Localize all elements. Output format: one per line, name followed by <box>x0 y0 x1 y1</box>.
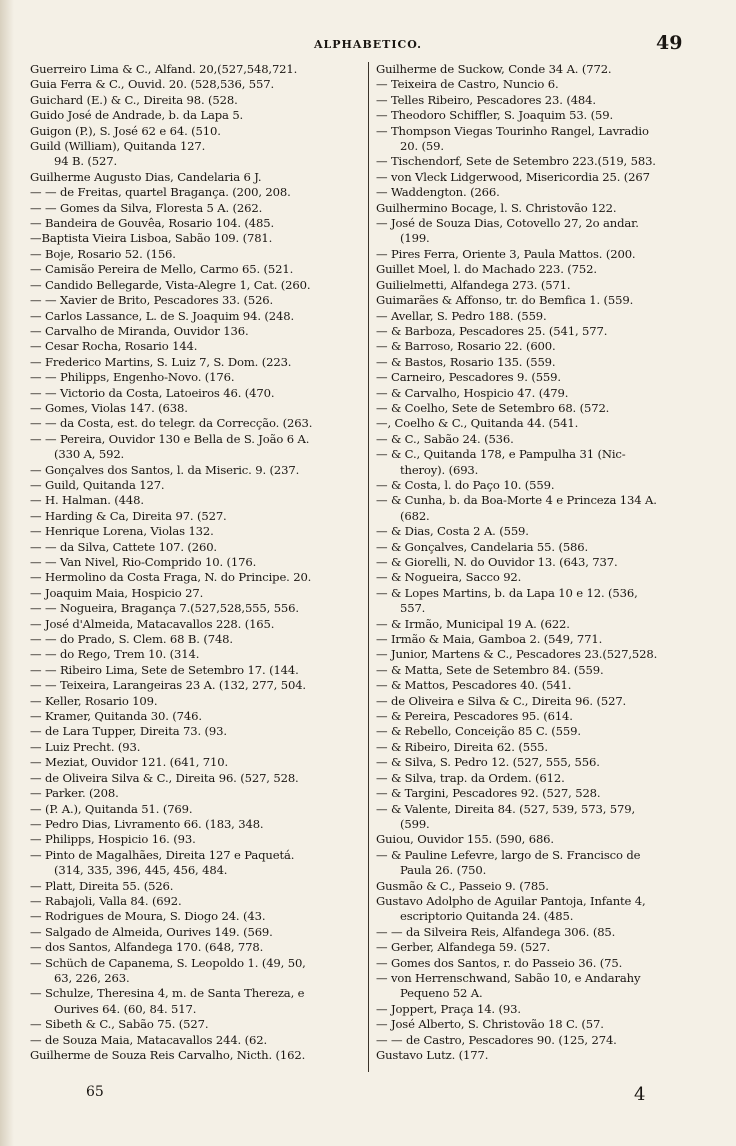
directory-entry: — de Oliveira Silva & C., Direita 96. (527, 528. <box>30 770 299 785</box>
directory-entry: Guilielmetti, Alfandega 273. (571. <box>376 277 571 292</box>
footer-signature-left: 65 <box>86 1084 104 1100</box>
directory-entry: — — do Prado, S. Clem. 68 B. (748. <box>30 632 233 647</box>
page-header-title: ALPHABETICO. <box>313 38 422 51</box>
directory-entry-continuation: 63, 226, 263. <box>54 970 130 985</box>
directory-entry: — Sibeth & C., Sabão 75. (527. <box>30 1017 209 1032</box>
directory-entry: — & C., Quitanda 178, e Pampulha 31 (Nic- <box>376 447 626 462</box>
directory-entry: — — da Silva, Cattete 107. (260. <box>30 539 217 554</box>
directory-entry: — Irmão & Maia, Gamboa 2. (549, 771. <box>376 632 603 647</box>
directory-entry: — & Lopes Martins, b. da Lapa 10 e 12. (536, <box>376 585 638 600</box>
directory-entry: — — Teixeira, Larangeiras 23 A. (132, 277, 504. <box>30 678 306 693</box>
directory-entry: — & Carvalho, Hospicio 47. (479. <box>376 385 569 400</box>
directory-entry: — Carvalho de Miranda, Ouvidor 136. <box>30 323 249 338</box>
directory-entry: — de Lara Tupper, Direita 73. (93. <box>30 724 227 739</box>
directory-entry: — — Nogueira, Bragança 7.(527,528,555, 556. <box>30 601 299 616</box>
directory-entry-continuation: 557. <box>400 601 426 616</box>
directory-entry: — Theodoro Schiffler, S. Joaquim 53. (59. <box>376 108 613 123</box>
directory-entry: Guichard (E.) & C., Direita 98. (528. <box>30 92 238 107</box>
directory-entry: — Boje, Rosario 52. (156. <box>30 246 176 261</box>
directory-entry: — & Ribeiro, Direita 62. (555. <box>376 739 548 754</box>
directory-entry: — Gomes dos Santos, r. do Passeio 36. (75. <box>376 955 623 970</box>
directory-entry: — Rabajoli, Valla 84. (692. <box>30 893 182 908</box>
directory-entry: — Thompson Viegas Tourinho Rangel, Lavradio <box>376 123 649 138</box>
column-divider <box>368 62 369 1072</box>
left-column <box>30 62 368 1063</box>
directory-entry: —Baptista Vieira Lisboa, Sabão 109. (781. <box>30 231 273 246</box>
directory-entry: — von Herrenschwand, Sabão 10, e Andarahy <box>376 970 641 985</box>
directory-entry: — José Alberto, S. Christovão 18 C. (57. <box>376 1017 604 1032</box>
directory-entry: Guimarães & Affonso, tr. do Bemfica 1. (559. <box>376 293 634 308</box>
directory-entry: — Guild, Quitanda 127. <box>30 477 165 492</box>
directory-entry: —, Coelho & C., Quitanda 44. (541. <box>376 416 579 431</box>
directory-entry: — — Xavier de Brito, Pescadores 33. (526. <box>30 293 274 308</box>
directory-entry: — Schüch de Capanema, S. Leopoldo 1. (49, 50, <box>30 955 306 970</box>
directory-entry: Gusmão & C., Passeio 9. (785. <box>376 878 549 893</box>
directory-entry: — & Rebello, Conceição 85 C. (559. <box>376 724 581 739</box>
directory-entry: Guerreiro Lima & C., Alfand. 20,(527,548,721. <box>30 62 298 76</box>
directory-entry: — — Victorio da Costa, Latoeiros 46. (470. <box>30 385 275 400</box>
directory-entry: Guia Ferra & C., Ouvid. 20. (528,536, 557. <box>30 77 275 92</box>
directory-entry: — — Pereira, Ouvidor 130 e Bella de S. João 6 A. <box>30 431 310 446</box>
directory-entry: — Gonçalves dos Santos, l. da Miseric. 9. (237. <box>30 462 300 477</box>
directory-entry: — & Targini, Pescadores 92. (527, 528. <box>376 786 601 801</box>
directory-entry: Gustavo Lutz. (177. <box>376 1048 489 1062</box>
directory-entry-continuation: (682. <box>400 508 430 523</box>
directory-entry: — & Valente, Direita 84. (527, 539, 573, 579, <box>376 801 636 816</box>
directory-entry: — Keller, Rosario 109. <box>30 693 158 708</box>
directory-entry: — Waddengton. (266. <box>376 185 500 200</box>
directory-entry: — Pinto de Magalhães, Direita 127 e Paquetá. <box>30 847 295 862</box>
directory-entry: — — Ribeiro Lima, Sete de Setembro 17. (144. <box>30 662 299 677</box>
directory-entry: Guiou, Ouvidor 155. (590, 686. <box>376 832 554 847</box>
directory-entry: — von Vleck Lidgerwood, Misericordia 25. (267 <box>376 169 650 184</box>
directory-entry: — Hermolino da Costa Fraga, N. do Principe. 20. <box>30 570 312 585</box>
directory-entry: — Pedro Dias, Livramento 66. (183, 348. <box>30 816 264 831</box>
directory-entry: — — Van Nivel, Rio-Comprido 10. (176. <box>30 555 257 569</box>
directory-entry: — — da Costa, est. do telegr. da Correcção. (263. <box>30 416 313 431</box>
binding-edge <box>0 0 14 1146</box>
directory-entry: — & Pauline Lefevre, largo de S. Francisco de <box>376 847 641 862</box>
directory-entry: — (P. A.), Quitanda 51. (769. <box>30 801 193 816</box>
directory-entry: Guilherme Augusto Dias, Candelaria 6 J. <box>30 169 262 184</box>
directory-entry: — & Barboza, Pescadores 25. (541, 577. <box>376 323 608 338</box>
directory-entry: — & Silva, trap. da Ordem. (612. <box>376 770 565 785</box>
directory-entry: — Junior, Martens & C., Pescadores 23.(527,528. <box>376 647 658 662</box>
directory-entry: — Pires Ferra, Oriente 3, Paula Mattos. (200. <box>376 246 636 261</box>
directory-entry-continuation: (199. <box>400 231 430 246</box>
directory-entry: — — de Freitas, quartel Bragança. (200, 208. <box>30 185 291 200</box>
directory-entry-continuation: escriptorio Quitanda 24. (485. <box>400 909 574 924</box>
directory-entry: — Platt, Direita 55. (526. <box>30 878 174 893</box>
directory-entry: — Joaquim Maia, Hospicio 27. <box>30 585 204 600</box>
directory-entry: — Rodrigues de Moura, S. Diogo 24. (43. <box>30 909 266 924</box>
directory-entry-continuation: 94 B. (527. <box>54 154 118 169</box>
directory-entry: Guild (William), Quitanda 127. <box>30 139 206 154</box>
directory-entry-continuation: (330 A, 592. <box>54 447 125 462</box>
directory-entry: — & Silva, S. Pedro 12. (527, 555, 556. <box>376 755 600 770</box>
directory-entry: — Tischendorf, Sete de Setembro 223.(519, 583. <box>376 154 656 169</box>
directory-entry: — — Gomes da Silva, Floresta 5 A. (262. <box>30 200 263 215</box>
directory-entry: — & Coelho, Sete de Setembro 68. (572. <box>376 400 610 415</box>
directory-entry: — & Gonçalves, Candelaria 55. (586. <box>376 539 589 554</box>
directory-entry-continuation: 20. (59. <box>400 139 444 154</box>
directory-entry: Guilherme de Suckow, Conde 34 A. (772. <box>376 62 612 76</box>
directory-entry: — & Nogueira, Sacco 92. <box>376 570 522 585</box>
directory-entry: — & Bastos, Rosario 135. (559. <box>376 354 556 369</box>
page-number: 49 <box>656 32 683 54</box>
directory-entry: — Avellar, S. Pedro 188. (559. <box>376 308 547 323</box>
directory-entry: Guido José de Andrade, b. da Lapa 5. <box>30 108 244 123</box>
directory-entry: — & Giorelli, N. do Ouvidor 13. (643, 737. <box>376 555 618 569</box>
directory-entry: — — Philipps, Engenho-Novo. (176. <box>30 370 235 385</box>
directory-entry: — Candido Bellegarde, Vista-Alegre 1, Cat. (260. <box>30 277 311 292</box>
directory-entry: — Teixeira de Castro, Nuncio 6. <box>376 77 559 92</box>
directory-entry: — de Souza Maia, Matacavallos 244. (62. <box>30 1032 267 1047</box>
directory-entry: — José de Souza Dias, Cotovello 27, 2o andar. <box>376 216 639 231</box>
directory-entry: — Carneiro, Pescadores 9. (559. <box>376 370 561 385</box>
directory-entry: — Parker. (208. <box>30 786 119 801</box>
directory-entry: — & C., Sabão 24. (536. <box>376 431 514 446</box>
right-column <box>376 62 716 1063</box>
directory-entry: — H. Halman. (448. <box>30 493 144 508</box>
directory-entry: — Joppert, Praça 14. (93. <box>376 1001 521 1016</box>
directory-entry: Guillet Moel, l. do Machado 223. (752. <box>376 262 597 277</box>
directory-entry: — & Costa, l. do Paço 10. (559. <box>376 477 555 492</box>
directory-entry: — Harding & Ca, Direita 97. (527. <box>30 508 227 523</box>
directory-entry: — Frederico Martins, S. Luiz 7, S. Dom. (223. <box>30 354 292 369</box>
directory-entry: Gustavo Adolpho de Aguilar Pantoja, Infante 4, <box>376 893 646 908</box>
directory-entry-continuation: Paula 26. (750. <box>400 863 487 878</box>
directory-entry: Guilhermino Bocage, l. S. Christovão 122. <box>376 200 617 215</box>
directory-entry-continuation: Pequeno 52 A. <box>400 986 483 1001</box>
directory-entry: — Kramer, Quitanda 30. (746. <box>30 709 202 724</box>
directory-entry: — — do Rego, Trem 10. (314. <box>30 647 200 662</box>
directory-entry-continuation: (599. <box>400 816 430 831</box>
directory-entry: — Cesar Rocha, Rosario 144. <box>30 339 198 354</box>
directory-entry: — & Pereira, Pescadores 95. (614. <box>376 709 573 724</box>
directory-entry: — dos Santos, Alfandega 170. (648, 778. <box>30 940 264 955</box>
directory-entry: — José d'Almeida, Matacavallos 228. (165. <box>30 616 275 631</box>
directory-entry: Guigon (P.), S. José 62 e 64. (510. <box>30 123 221 138</box>
directory-entry: — & Irmão, Municipal 19 A. (622. <box>376 616 570 631</box>
directory-entry: Guilherme de Souza Reis Carvalho, Nicth. (162. <box>30 1048 306 1062</box>
directory-entry: — Carlos Lassance, L. de S. Joaquim 94. (248. <box>30 308 295 323</box>
directory-entry: — Camisão Pereira de Mello, Carmo 65. (521. <box>30 262 294 277</box>
directory-entry: — Philipps, Hospicio 16. (93. <box>30 832 196 847</box>
directory-entry: — Henrique Lorena, Violas 132. <box>30 524 214 539</box>
directory-entry: — — de Castro, Pescadores 90. (125, 274. <box>376 1032 617 1047</box>
directory-entry: — & Matta, Sete de Setembro 84. (559. <box>376 662 604 677</box>
directory-entry-continuation: theroy). (693. <box>400 462 479 477</box>
directory-entry: — Schulze, Theresina 4, m. de Santa Thereza, e <box>30 986 305 1001</box>
directory-entry-continuation: (314, 335, 396, 445, 456, 484. <box>54 863 228 878</box>
footer-signature-right: 4 <box>634 1084 646 1105</box>
directory-entry: — & Mattos, Pescadores 40. (541. <box>376 678 572 693</box>
directory-entry: — Meziat, Ouvidor 121. (641, 710. <box>30 755 229 770</box>
directory-entry: — Salgado de Almeida, Ourives 149. (569. <box>30 924 273 939</box>
directory-entry: — de Oliveira e Silva & C., Direita 96. (527. <box>376 693 627 708</box>
directory-entry: — & Barroso, Rosario 22. (600. <box>376 339 556 354</box>
directory-entry: — & Dias, Costa 2 A. (559. <box>376 524 529 539</box>
directory-entry: — Gomes, Violas 147. (638. <box>30 400 188 415</box>
directory-entry: — Gerber, Alfandega 59. (527. <box>376 940 551 955</box>
directory-entry: — & Cunha, b. da Boa-Morte 4 e Princeza 134 A. <box>376 493 657 508</box>
directory-entry: — Telles Ribeiro, Pescadores 23. (484. <box>376 92 596 107</box>
directory-entry-continuation: Ourives 64. (60, 84. 517. <box>54 1001 197 1016</box>
directory-entry: — — da Silveira Reis, Alfandega 306. (85. <box>376 924 616 939</box>
directory-entry: — Luiz Precht. (93. <box>30 739 141 754</box>
directory-entry: — Bandeira de Gouvêa, Rosario 104. (485. <box>30 216 275 231</box>
